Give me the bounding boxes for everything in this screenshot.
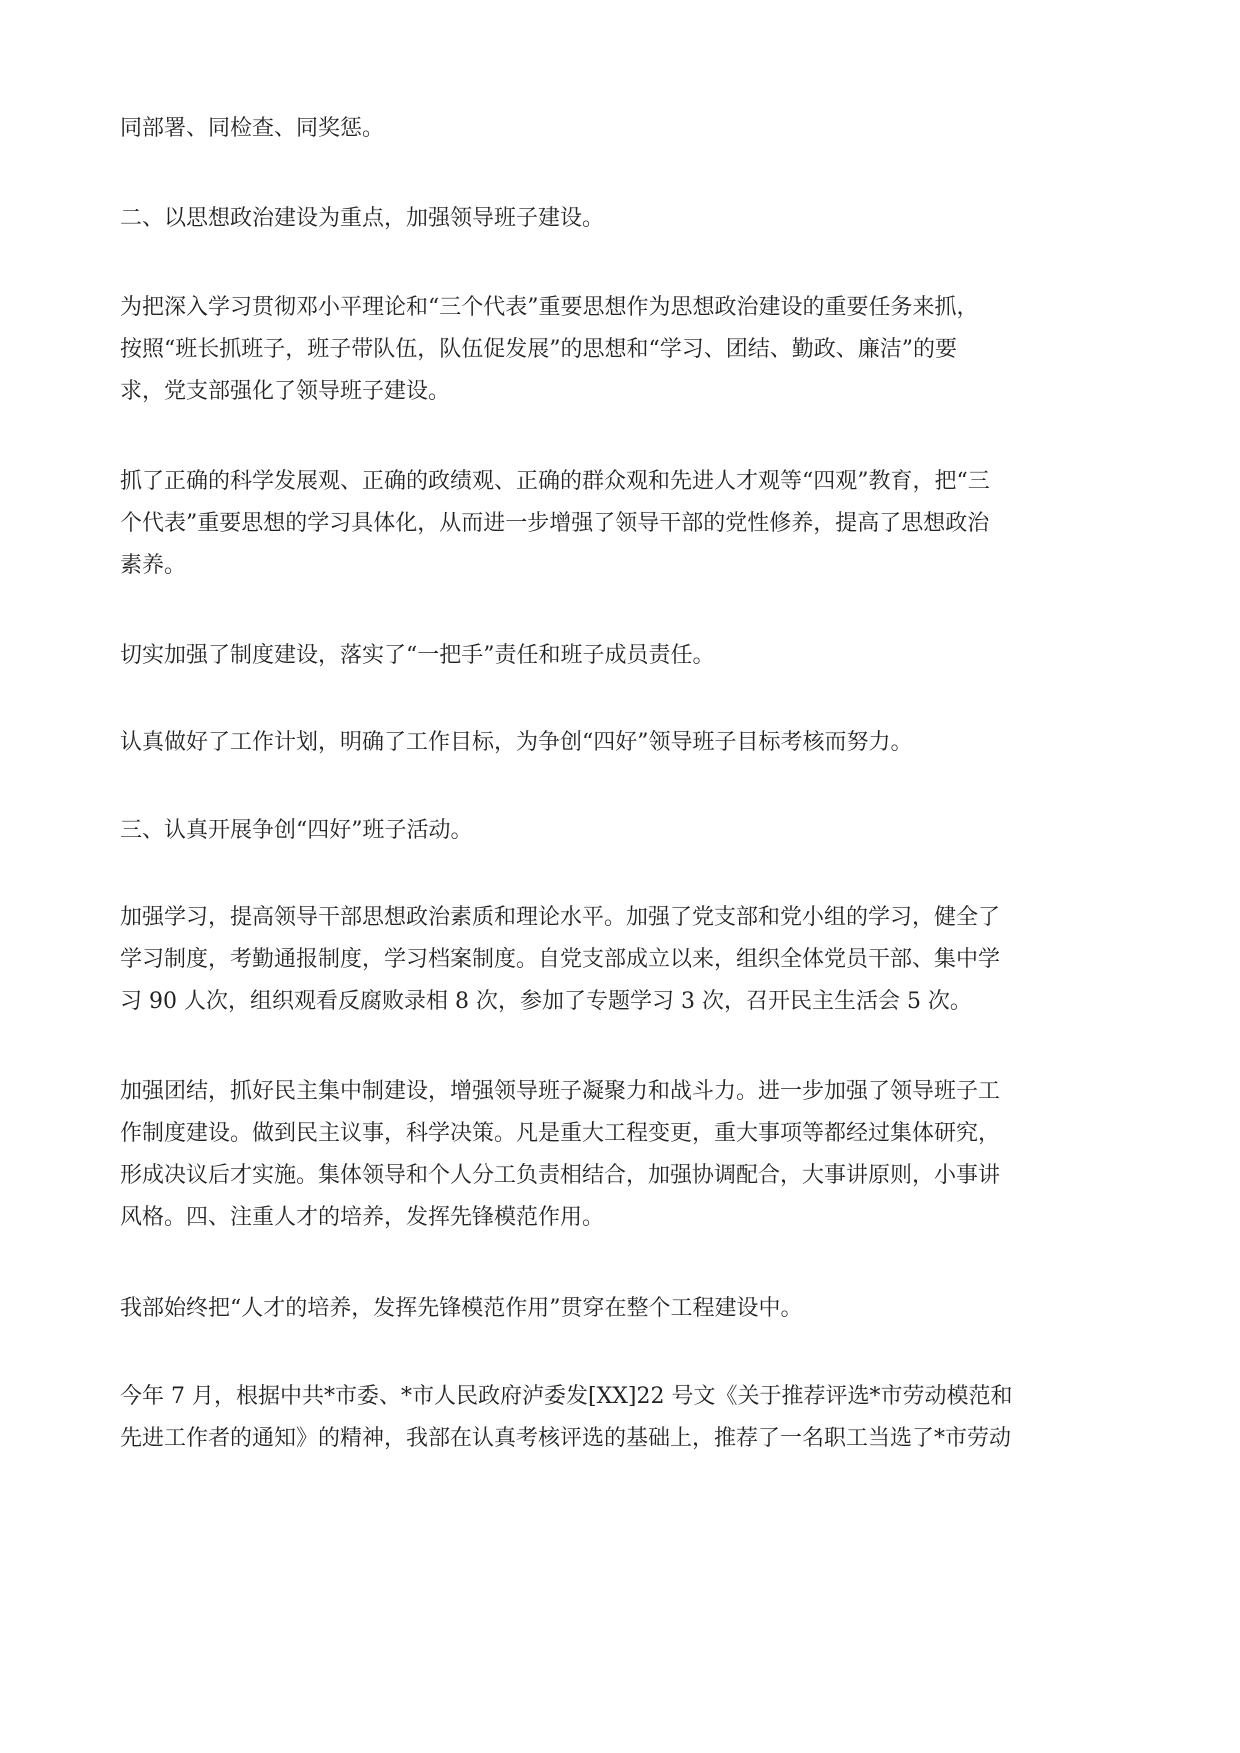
paragraph-3: 为把深入学习贯彻邓小平理论和“三个代表”重要思想作为思想政治建设的重要任务来抓， 按照“班长抓班子，班子带队伍，队伍促发展”的思想和“学习、团结、勤政、廉洁”的要 求，党支部强化了领导班子建设。 bbox=[120, 295, 979, 404]
paragraph-9: 加强团结，抓好民主集中制建设，增强领导班子凝聚力和战斗力。进一步加强了领导班子工 作制度建设。做到民主议事，科学决策。凡是重大工程变更，重大事项等都经过集体研究， 形成决议后才实施。集体领导和个人分工负责相结合，加强协调配合，大事讲原则，小事讲 风格。四、注重人才的培养，发挥先锋模范作用。 bbox=[120, 1079, 1001, 1230]
paragraph-6: 认真做好了工作计划，明确了工作目标，为争创“四好”领导班子目标考核而努力。 bbox=[120, 730, 913, 755]
paragraph-1: 同部署、同检查、同奖惩。 bbox=[120, 116, 385, 141]
paragraph-10: 我部始终把“人才的培养，发挥先锋模范作用”贯穿在整个工程建设中。 bbox=[120, 1296, 803, 1321]
paragraph-8: 加强学习，提高领导干部思想政治素质和理论水平。加强了党支部和党小组的学习，健全了 学习制度，考勤通报制度，学习档案制度。自党支部成立以来，组织全体党员干部、集中学 习 90 人次，组织观看反腐败录相 8 次，参加了专题学习 3 次，召开民主生活会 5 次。 bbox=[120, 905, 1001, 1014]
paragraph-5: 切实加强了制度建设，落实了“一把手”责任和班子成员责任。 bbox=[120, 643, 715, 668]
paragraph-4: 抓了正确的科学发展观、正确的政绩观、正确的群众观和先进人才观等“四观”教育，把“三 个代表”重要思想的学习具体化，从而进一步增强了领导干部的党性修养，提高了思想政治 素养。 bbox=[120, 469, 990, 578]
paragraph-11: 今年 7 月，根据中共*市委、*市人民政府泸委发[XX]22 号文《关于推荐评选*市劳动模范和 先进工作者的通知》的精神，我部在认真考核评选的基础上，推荐了一名职工当选了*市劳动 bbox=[120, 1384, 1013, 1451]
section-heading-3: 三、认真开展争创“四好”班子活动。 bbox=[120, 818, 473, 843]
section-heading-2: 二、以思想政治建设为重点，加强领导班子建设。 bbox=[120, 206, 605, 231]
